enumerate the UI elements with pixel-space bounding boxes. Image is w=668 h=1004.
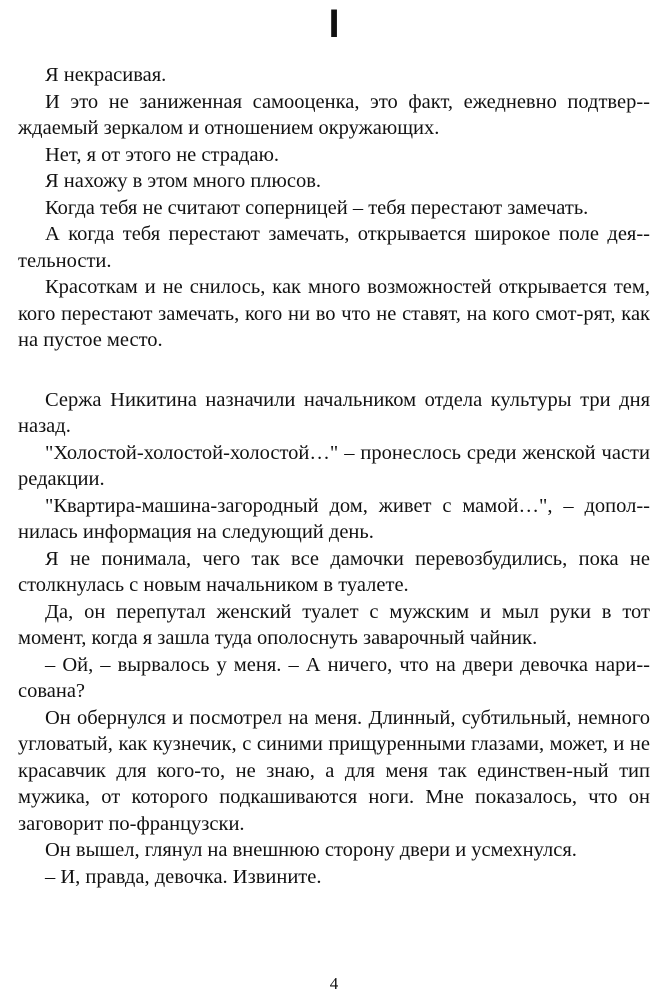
paragraph: И это не заниженная самооценка, это факт, ежедневно подтвер-ждаемый зеркалом и отношением окружающих. [18,90,650,139]
paragraph: Когда тебя не считают соперницей – тебя перестают замечать. [45,196,589,219]
paragraph: Я не понимала, чего так все дамочки перевозбудились, пока не столкнулась с новым начальником в туалете. [18,547,650,596]
paragraph: Нет, я от этого не страдаю. [45,143,280,166]
paragraph: Я некрасивая. [45,64,167,86]
paragraph: – И, правда, девочка. Извините. [45,865,322,888]
paragraph: А когда тебя перестают замечать, открывается широкое поле дея-тельности. [18,223,650,272]
paragraph: Да, он перепутал женский туалет с мужским и мыл руки в тот момент, когда я зашла туда ополоснуть заварочный чайник. [18,600,650,649]
paragraph: Я нахожу в этом много плюсов. [45,170,321,192]
paragraph: Он обернулся и посмотрел на меня. Длинный, субтильный, немного угловатый, как кузнечик, с синими прищуренными глазами, может, и не красавчик для кого-то, не знаю, а для меня так единствен-ный тип мужика, от которого подкашиваются ноги. Мне показалось, что он заговорит по-французски. [18,706,650,835]
page-number: 4 [329,974,339,993]
paragraph: Красоткам и не снилось, как много возможностей открывается тем, кого перестают замечать, кого ни во что не ставят, на кого смот-рят, как на пустое место. [18,276,650,351]
paragraph: Он вышел, глянул на внешнюю сторону двери и усмехнулся. [45,839,577,861]
page-body [18,62,650,890]
paragraph: – Ой, – вырвалось у меня. – А ничего, что на двери девочка нари-сована? [18,653,650,702]
chapter-heading: I [328,2,340,46]
paragraph: Сержа Никитина назначили начальником отдела культуры три дня назад. [18,388,650,437]
paragraph: "Холостой-холостой-холостой…" – пронеслось среди женской части редакции. [18,441,650,490]
section-break [18,354,650,387]
paragraph: "Квартира-машина-загородный дом, живет с мамой…", – допол-нилась информация на следующий день. [18,494,650,543]
